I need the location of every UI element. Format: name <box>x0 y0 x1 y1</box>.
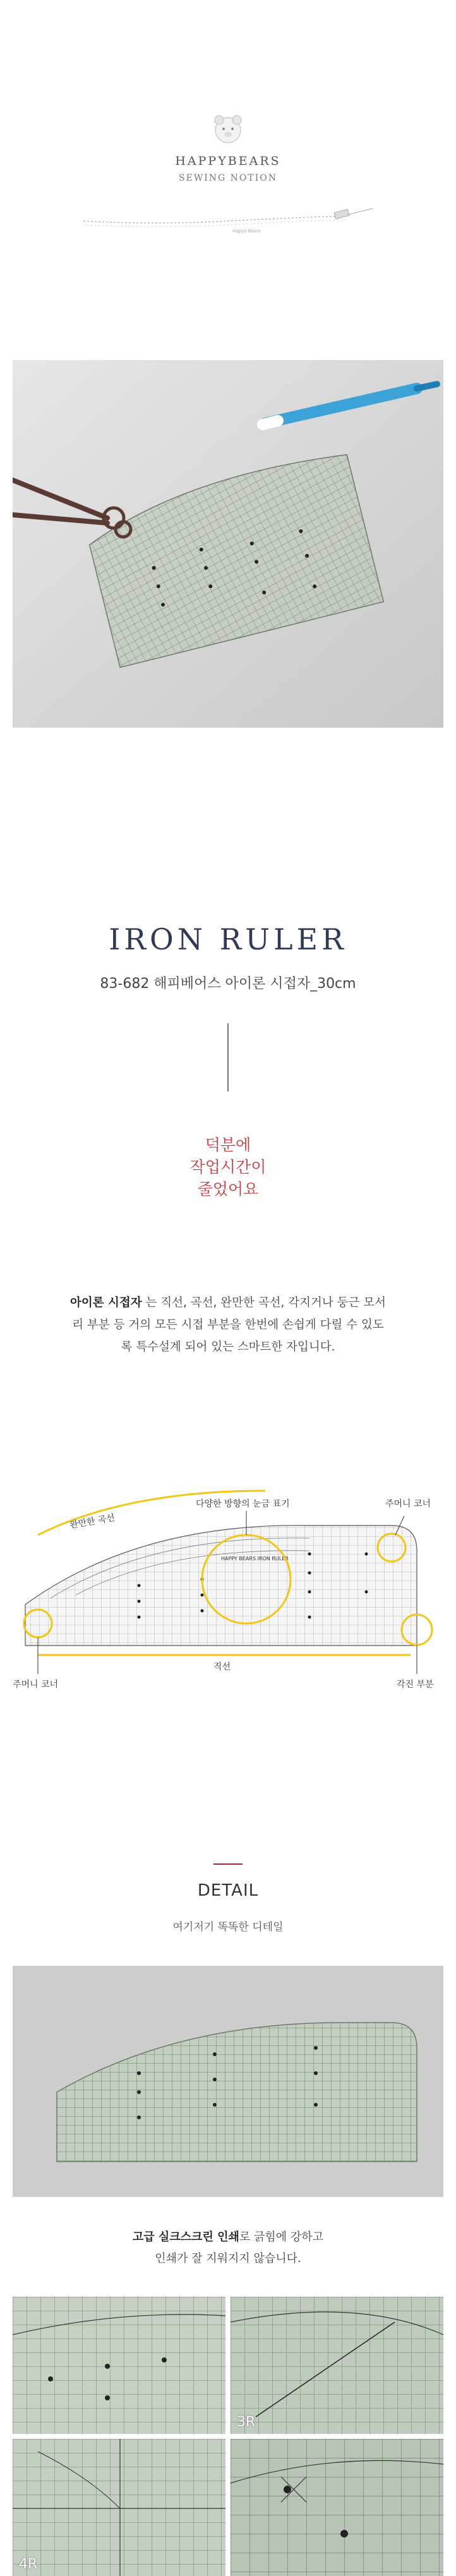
tile-label-3r: 3R <box>237 2414 256 2430</box>
hero-product-photo <box>13 360 443 728</box>
callout-various-marks: 다양한 방향의 눈금 표기 <box>196 1499 290 1509</box>
detail-subheading: 여기저기 똑똑한 디테일 <box>172 1921 284 1934</box>
detail-closeup-grid <box>13 2297 443 2576</box>
bear-logo-icon <box>209 111 247 147</box>
tape-text: Happy Bears <box>232 229 261 234</box>
detail-divider <box>213 1863 243 1865</box>
detail-ruler-photo <box>13 1966 443 2197</box>
detail-text-line2: 인쇄가 잘 지워지지 않습니다. <box>155 2252 301 2265</box>
detail-ruler-illustration <box>13 1966 443 2197</box>
callout-angled: 각진 부분 <box>397 1680 434 1690</box>
divider-line <box>227 1023 229 1092</box>
callout-pocket-corner-left: 주머니 코너 <box>13 1680 59 1690</box>
callout-straight: 직선 <box>213 1662 231 1672</box>
highlight-text <box>0 1134 456 1200</box>
closeup-photo-4 <box>231 2439 443 2576</box>
closeup-photo-2 <box>231 2297 443 2434</box>
detail-heading: DETAIL <box>197 1881 259 1900</box>
callout-gentle-curve: 완만한 곡선 <box>69 1512 116 1531</box>
ruler-photo-illustration <box>13 360 443 728</box>
closeup-photo-1 <box>13 2297 225 2434</box>
highlight-line: 줄었어요 <box>197 1180 259 1198</box>
highlight-line: 작업시간이 <box>189 1158 267 1176</box>
tape-measure-illustration <box>82 202 374 240</box>
detail-description <box>0 2227 456 2270</box>
closeup-photo-3 <box>13 2439 225 2576</box>
product-title: IRON RULER <box>109 922 347 956</box>
description-rest: 는 직선, 곡선, 완만한 곡선, 각지거나 둥근 모서리 부분 등 거의 모든 시접 부분을 한번에 손쉽게 다릴 수 있도록 특수설계 되어 있는 스마트한 자입니다. <box>72 1296 387 1354</box>
brand-subtitle: SEWING NOTION <box>179 173 277 183</box>
product-description <box>69 1292 387 1358</box>
ruler-print-text: HAPPY BEARS IRON RULER <box>221 1556 289 1562</box>
ruler-feature-diagram <box>13 1466 443 1731</box>
brand-name: HAPPYBEARS <box>175 154 281 168</box>
callout-pocket-corner-top: 주머니 코너 <box>385 1499 431 1509</box>
detail-text-line <box>0 2227 456 2248</box>
product-code-name: 83-682 해피베어스 아이론 시접자_30cm <box>100 976 356 992</box>
detail-text-bold: 고급 실크스크린 인쇄 <box>132 2230 239 2244</box>
detail-text-rest: 로 긁힘에 강하고 <box>239 2230 324 2244</box>
brand-header <box>0 111 456 183</box>
highlight-line: 덕분에 <box>205 1136 251 1154</box>
tile-label-4r: 4R <box>19 2556 38 2572</box>
description-bold: 아이론 시접자 <box>69 1296 142 1309</box>
